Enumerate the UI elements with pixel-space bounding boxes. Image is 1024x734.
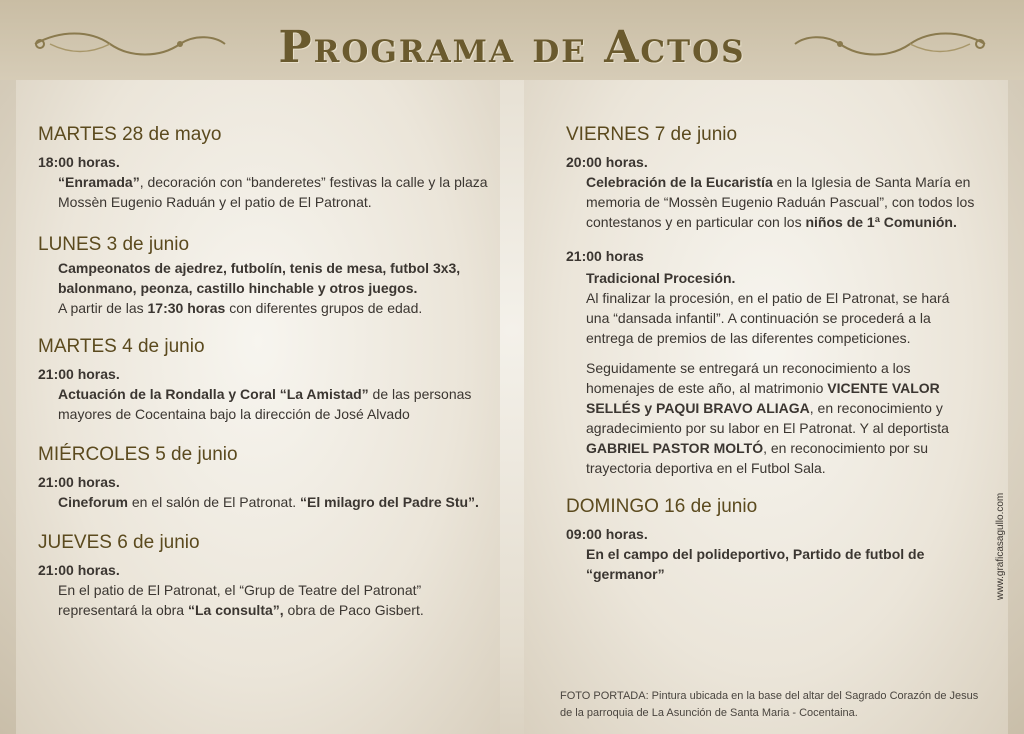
- day-heading: MARTES 28 de mayo: [38, 124, 222, 145]
- day-heading: MARTES 4 de junio: [38, 336, 205, 357]
- event-description: “Enramada”, decoración con “banderetes” festivas la calle y la plaza Mossèn Eugenio Raduán y el patio de El Patronat.: [58, 174, 488, 210]
- day-heading: LUNES 3 de junio: [38, 234, 190, 255]
- day-heading: DOMINGO 16 de junio: [566, 496, 758, 517]
- recognition-description: Seguidamente se entregará un reconocimiento a los homenajes de este año, al matrimonio VICENTE VALOR SELLÉS y PAQUI BRAVO ALIAGA, en reconocimiento y agradecimiento por su labor en El Patronat. Y al deportista GABRIEL PASTOR MOLTÓ, en reconocimiento por su trayectoria deportiva en el Futbol Sala.: [586, 360, 949, 476]
- printer-credit: www.graficasagullo.com: [995, 492, 1006, 600]
- event-description: Cineforum en el salón de El Patronat. “El milagro del Padre Stu”.: [58, 494, 479, 510]
- photo-caption: FOTO PORTADA: Pintura ubicada en la base del altar del Sagrado Corazón de Jesus de la parroquia de La Asunción de Santa Maria - Cocentaina.: [560, 690, 979, 719]
- event-time: 18:00 horas.: [38, 154, 120, 170]
- event-description: Campeonatos de ajedrez, futbolín, tenis de mesa, futbol 3x3, balonmano, peonza, castillo hinchable y otros juegos. A partir de las 17:30 horas con diferentes grupos de edad.: [58, 260, 461, 316]
- procession-description: Tradicional Procesión. Al finalizar la procesión, en el patio de El Patronat, se hará una “dansada infantil”. A continuación se procederá a la entrega de premios de las diferentes competiciones.: [586, 270, 950, 346]
- event-description: En el patio de El Patronat, el “Grup de Teatre del Patronat” representará la obra “La consulta”, obra de Paco Gisbert.: [58, 582, 424, 618]
- event-description: En el campo del polideportivo, Partido de futbol de “germanor”: [586, 546, 925, 582]
- day-heading: JUEVES 6 de junio: [38, 532, 200, 553]
- event-time: 21:00 horas: [566, 248, 644, 264]
- event-time: 21:00 horas.: [38, 474, 120, 490]
- event-time: 21:00 horas.: [38, 366, 120, 382]
- day-heading: MIÉRCOLES 5 de junio: [38, 444, 238, 465]
- left-column: [38, 124, 488, 634]
- event-lunes-3: [38, 234, 488, 318]
- event-time: 20:00 horas.: [566, 154, 648, 170]
- event-time: 09:00 horas.: [566, 526, 648, 542]
- event-martes-4: [38, 336, 488, 424]
- eucharist-description: Celebración de la Eucaristía en la Iglesia de Santa María en memoria de “Mossèn Eugenio Raduán Pascual”, con todos los contestanos y en particular con los niños de 1ª Comunión.: [586, 174, 975, 230]
- page-title: Programa de Actos: [278, 22, 746, 73]
- event-description: Actuación de la Rondalla y Coral “La Amistad” de las personas mayores de Cocentaina bajo la dirección de José Alvado: [58, 386, 472, 422]
- event-domingo-16: [566, 496, 976, 584]
- event-viernes-7: [566, 124, 976, 478]
- event-martes-28: [38, 124, 488, 212]
- event-jueves-6: [38, 532, 488, 620]
- event-miercoles-5: [38, 444, 488, 512]
- right-column: [566, 124, 976, 598]
- day-heading: VIERNES 7 de junio: [566, 124, 738, 145]
- event-time: 21:00 horas.: [38, 562, 120, 578]
